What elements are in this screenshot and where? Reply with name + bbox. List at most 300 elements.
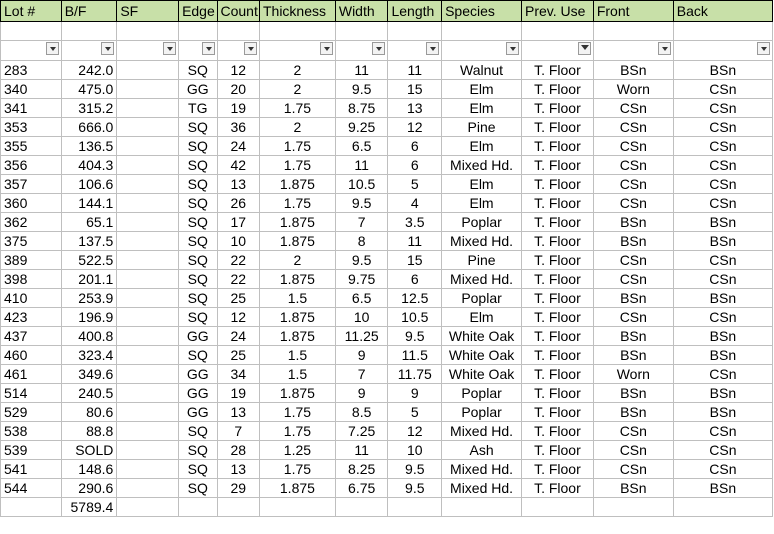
- cell-bf[interactable]: 137.5: [61, 232, 117, 251]
- filter-dropdown-icon[interactable]: [506, 42, 519, 55]
- column-header-sf[interactable]: SF: [117, 1, 179, 22]
- empty-cell[interactable]: [442, 22, 522, 41]
- cell-back[interactable]: CSn: [673, 80, 772, 99]
- empty-cell[interactable]: [335, 22, 388, 41]
- filter-dropdown-icon[interactable]: [757, 42, 770, 55]
- cell-edge[interactable]: SQ: [179, 289, 217, 308]
- cell-front[interactable]: CSn: [593, 308, 673, 327]
- cell-thickness[interactable]: 1.875: [259, 232, 335, 251]
- cell-back[interactable]: BSn: [673, 384, 772, 403]
- cell-species[interactable]: Poplar: [442, 403, 522, 422]
- cell-length[interactable]: 15: [388, 80, 442, 99]
- cell-prev-use[interactable]: T. Floor: [522, 270, 594, 289]
- cell-lot[interactable]: 541: [1, 460, 62, 479]
- cell-edge[interactable]: SQ: [179, 232, 217, 251]
- empty-cell[interactable]: [61, 22, 117, 41]
- cell-prev-use[interactable]: T. Floor: [522, 403, 594, 422]
- cell-sf[interactable]: [117, 213, 179, 232]
- cell-length[interactable]: 9.5: [388, 327, 442, 346]
- empty-cell[interactable]: [259, 22, 335, 41]
- cell-lot[interactable]: 355: [1, 137, 62, 156]
- cell-width[interactable]: 9.5: [335, 80, 388, 99]
- cell-sf[interactable]: [117, 403, 179, 422]
- cell-length[interactable]: 5: [388, 403, 442, 422]
- cell-thickness[interactable]: 2: [259, 251, 335, 270]
- cell-prev-use[interactable]: T. Floor: [522, 479, 594, 498]
- cell-count[interactable]: 13: [217, 403, 259, 422]
- cell-count[interactable]: 29: [217, 479, 259, 498]
- cell-count[interactable]: 20: [217, 80, 259, 99]
- cell-species[interactable]: Elm: [442, 175, 522, 194]
- cell-species[interactable]: White Oak: [442, 327, 522, 346]
- cell-length[interactable]: 15: [388, 251, 442, 270]
- empty-cell[interactable]: [259, 498, 335, 517]
- cell-width[interactable]: 9.5: [335, 194, 388, 213]
- cell-length[interactable]: 6: [388, 156, 442, 175]
- cell-edge[interactable]: GG: [179, 384, 217, 403]
- cell-length[interactable]: 12: [388, 422, 442, 441]
- cell-bf[interactable]: 88.8: [61, 422, 117, 441]
- column-header-front[interactable]: Front: [593, 1, 673, 22]
- cell-prev-use[interactable]: T. Floor: [522, 422, 594, 441]
- filter-dropdown-icon[interactable]: [244, 42, 257, 55]
- cell-front[interactable]: Worn: [593, 365, 673, 384]
- cell-prev-use[interactable]: T. Floor: [522, 460, 594, 479]
- cell-species[interactable]: Mixed Hd.: [442, 460, 522, 479]
- cell-length[interactable]: 11.5: [388, 346, 442, 365]
- cell-count[interactable]: 12: [217, 308, 259, 327]
- cell-sf[interactable]: [117, 80, 179, 99]
- cell-width[interactable]: 9.5: [335, 251, 388, 270]
- cell-count[interactable]: 42: [217, 156, 259, 175]
- cell-bf[interactable]: 349.6: [61, 365, 117, 384]
- cell-front[interactable]: CSn: [593, 251, 673, 270]
- cell-bf[interactable]: 522.5: [61, 251, 117, 270]
- cell-edge[interactable]: SQ: [179, 460, 217, 479]
- empty-cell[interactable]: [388, 498, 442, 517]
- cell-sf[interactable]: [117, 156, 179, 175]
- cell-sf[interactable]: [117, 346, 179, 365]
- cell-species[interactable]: Elm: [442, 308, 522, 327]
- cell-front[interactable]: CSn: [593, 460, 673, 479]
- empty-cell[interactable]: [673, 498, 772, 517]
- cell-prev-use[interactable]: T. Floor: [522, 156, 594, 175]
- cell-front[interactable]: CSn: [593, 99, 673, 118]
- column-header-count[interactable]: Count: [217, 1, 259, 22]
- cell-prev-use[interactable]: T. Floor: [522, 441, 594, 460]
- cell-lot[interactable]: 544: [1, 479, 62, 498]
- cell-prev-use[interactable]: T. Floor: [522, 118, 594, 137]
- cell-sf[interactable]: [117, 422, 179, 441]
- cell-width[interactable]: 7: [335, 365, 388, 384]
- cell-length[interactable]: 11.75: [388, 365, 442, 384]
- cell-bf[interactable]: 240.5: [61, 384, 117, 403]
- column-header-prev-use[interactable]: Prev. Use: [522, 1, 594, 22]
- cell-width[interactable]: 9.25: [335, 118, 388, 137]
- cell-front[interactable]: CSn: [593, 441, 673, 460]
- column-header-thickness[interactable]: Thickness: [259, 1, 335, 22]
- cell-width[interactable]: 10: [335, 308, 388, 327]
- filter-dropdown-icon[interactable]: [202, 42, 215, 55]
- cell-front[interactable]: BSn: [593, 327, 673, 346]
- cell-count[interactable]: 19: [217, 99, 259, 118]
- empty-cell[interactable]: [673, 22, 772, 41]
- cell-count[interactable]: 7: [217, 422, 259, 441]
- cell-length[interactable]: 6: [388, 270, 442, 289]
- cell-front[interactable]: BSn: [593, 403, 673, 422]
- cell-thickness[interactable]: 1.5: [259, 289, 335, 308]
- column-header-bf[interactable]: B/F: [61, 1, 117, 22]
- cell-prev-use[interactable]: T. Floor: [522, 308, 594, 327]
- cell-front[interactable]: BSn: [593, 346, 673, 365]
- cell-bf[interactable]: 315.2: [61, 99, 117, 118]
- cell-back[interactable]: BSn: [673, 327, 772, 346]
- cell-width[interactable]: 11: [335, 61, 388, 80]
- cell-prev-use[interactable]: T. Floor: [522, 327, 594, 346]
- cell-front[interactable]: CSn: [593, 270, 673, 289]
- empty-cell[interactable]: [442, 498, 522, 517]
- cell-thickness[interactable]: 1.75: [259, 156, 335, 175]
- cell-bf[interactable]: 148.6: [61, 460, 117, 479]
- cell-back[interactable]: CSn: [673, 270, 772, 289]
- cell-species[interactable]: Poplar: [442, 289, 522, 308]
- cell-back[interactable]: CSn: [673, 441, 772, 460]
- filter-dropdown-icon[interactable]: [372, 42, 385, 55]
- cell-back[interactable]: CSn: [673, 175, 772, 194]
- cell-back[interactable]: BSn: [673, 232, 772, 251]
- cell-count[interactable]: 26: [217, 194, 259, 213]
- empty-cell[interactable]: [117, 498, 179, 517]
- cell-width[interactable]: 8.5: [335, 403, 388, 422]
- cell-edge[interactable]: SQ: [179, 137, 217, 156]
- cell-count[interactable]: 25: [217, 289, 259, 308]
- cell-lot[interactable]: 389: [1, 251, 62, 270]
- cell-edge[interactable]: GG: [179, 365, 217, 384]
- cell-lot[interactable]: 357: [1, 175, 62, 194]
- cell-back[interactable]: BSn: [673, 289, 772, 308]
- cell-lot[interactable]: 423: [1, 308, 62, 327]
- cell-prev-use[interactable]: T. Floor: [522, 384, 594, 403]
- cell-sf[interactable]: [117, 232, 179, 251]
- cell-prev-use[interactable]: T. Floor: [522, 251, 594, 270]
- cell-sf[interactable]: [117, 118, 179, 137]
- cell-thickness[interactable]: 2: [259, 118, 335, 137]
- cell-front[interactable]: CSn: [593, 194, 673, 213]
- cell-sf[interactable]: [117, 99, 179, 118]
- cell-edge[interactable]: SQ: [179, 422, 217, 441]
- cell-width[interactable]: 8.75: [335, 99, 388, 118]
- cell-thickness[interactable]: 1.5: [259, 346, 335, 365]
- cell-lot[interactable]: 398: [1, 270, 62, 289]
- empty-cell[interactable]: [179, 22, 217, 41]
- cell-thickness[interactable]: 1.75: [259, 99, 335, 118]
- cell-width[interactable]: 6.75: [335, 479, 388, 498]
- cell-species[interactable]: Mixed Hd.: [442, 422, 522, 441]
- cell-front[interactable]: BSn: [593, 479, 673, 498]
- cell-edge[interactable]: SQ: [179, 308, 217, 327]
- cell-length[interactable]: 10: [388, 441, 442, 460]
- cell-species[interactable]: Elm: [442, 137, 522, 156]
- filter-dropdown-icon[interactable]: [658, 42, 671, 55]
- cell-bf[interactable]: 290.6: [61, 479, 117, 498]
- cell-lot[interactable]: 341: [1, 99, 62, 118]
- cell-back[interactable]: BSn: [673, 61, 772, 80]
- cell-back[interactable]: CSn: [673, 308, 772, 327]
- filter-dropdown-icon[interactable]: [101, 42, 114, 55]
- cell-thickness[interactable]: 1.875: [259, 175, 335, 194]
- empty-cell[interactable]: [1, 498, 62, 517]
- empty-cell[interactable]: [117, 22, 179, 41]
- cell-sf[interactable]: [117, 61, 179, 80]
- cell-bf[interactable]: 65.1: [61, 213, 117, 232]
- cell-count[interactable]: 24: [217, 137, 259, 156]
- cell-back[interactable]: CSn: [673, 460, 772, 479]
- cell-count[interactable]: 28: [217, 441, 259, 460]
- cell-sf[interactable]: [117, 251, 179, 270]
- cell-sf[interactable]: [117, 365, 179, 384]
- cell-thickness[interactable]: 1.875: [259, 270, 335, 289]
- cell-length[interactable]: 10.5: [388, 308, 442, 327]
- cell-back[interactable]: BSn: [673, 213, 772, 232]
- empty-cell[interactable]: [388, 22, 442, 41]
- cell-lot[interactable]: 460: [1, 346, 62, 365]
- cell-length[interactable]: 5: [388, 175, 442, 194]
- cell-thickness[interactable]: 2: [259, 61, 335, 80]
- cell-edge[interactable]: GG: [179, 80, 217, 99]
- cell-count[interactable]: 17: [217, 213, 259, 232]
- cell-thickness[interactable]: 1.875: [259, 213, 335, 232]
- cell-length[interactable]: 12.5: [388, 289, 442, 308]
- cell-count[interactable]: 34: [217, 365, 259, 384]
- cell-species[interactable]: Poplar: [442, 213, 522, 232]
- cell-length[interactable]: 6: [388, 137, 442, 156]
- cell-width[interactable]: 7: [335, 213, 388, 232]
- column-header-edge[interactable]: Edge: [179, 1, 217, 22]
- cell-width[interactable]: 11: [335, 156, 388, 175]
- cell-count[interactable]: 36: [217, 118, 259, 137]
- empty-cell[interactable]: [593, 22, 673, 41]
- cell-prev-use[interactable]: T. Floor: [522, 289, 594, 308]
- cell-count[interactable]: 25: [217, 346, 259, 365]
- cell-sf[interactable]: [117, 270, 179, 289]
- cell-species[interactable]: Mixed Hd.: [442, 156, 522, 175]
- filter-dropdown-icon[interactable]: [163, 42, 176, 55]
- empty-cell[interactable]: [217, 22, 259, 41]
- cell-bf[interactable]: 400.8: [61, 327, 117, 346]
- empty-cell[interactable]: [1, 22, 62, 41]
- cell-bf[interactable]: 136.5: [61, 137, 117, 156]
- cell-thickness[interactable]: 2: [259, 80, 335, 99]
- cell-front[interactable]: BSn: [593, 289, 673, 308]
- cell-species[interactable]: Mixed Hd.: [442, 232, 522, 251]
- cell-lot[interactable]: 538: [1, 422, 62, 441]
- cell-edge[interactable]: GG: [179, 327, 217, 346]
- cell-thickness[interactable]: 1.75: [259, 403, 335, 422]
- cell-species[interactable]: White Oak: [442, 365, 522, 384]
- cell-width[interactable]: 7.25: [335, 422, 388, 441]
- cell-thickness[interactable]: 1.75: [259, 422, 335, 441]
- cell-length[interactable]: 11: [388, 61, 442, 80]
- cell-front[interactable]: BSn: [593, 213, 673, 232]
- cell-thickness[interactable]: 1.5: [259, 365, 335, 384]
- empty-cell[interactable]: [522, 22, 594, 41]
- cell-back[interactable]: CSn: [673, 99, 772, 118]
- cell-length[interactable]: 9: [388, 384, 442, 403]
- cell-width[interactable]: 8.25: [335, 460, 388, 479]
- column-header-lot[interactable]: Lot #: [1, 1, 62, 22]
- cell-edge[interactable]: SQ: [179, 61, 217, 80]
- cell-edge[interactable]: SQ: [179, 156, 217, 175]
- empty-cell[interactable]: [522, 498, 594, 517]
- cell-width[interactable]: 9: [335, 346, 388, 365]
- cell-prev-use[interactable]: T. Floor: [522, 365, 594, 384]
- cell-count[interactable]: 19: [217, 384, 259, 403]
- cell-bf[interactable]: 144.1: [61, 194, 117, 213]
- column-header-species[interactable]: Species: [442, 1, 522, 22]
- cell-sf[interactable]: [117, 137, 179, 156]
- cell-back[interactable]: BSn: [673, 479, 772, 498]
- cell-front[interactable]: Worn: [593, 80, 673, 99]
- cell-count[interactable]: 12: [217, 61, 259, 80]
- cell-lot[interactable]: 356: [1, 156, 62, 175]
- cell-front[interactable]: CSn: [593, 156, 673, 175]
- cell-prev-use[interactable]: T. Floor: [522, 194, 594, 213]
- cell-length[interactable]: 13: [388, 99, 442, 118]
- cell-count[interactable]: 24: [217, 327, 259, 346]
- cell-length[interactable]: 9.5: [388, 479, 442, 498]
- cell-back[interactable]: BSn: [673, 403, 772, 422]
- filter-dropdown-icon[interactable]: [46, 42, 59, 55]
- cell-edge[interactable]: SQ: [179, 270, 217, 289]
- active-filter-icon[interactable]: [578, 42, 591, 55]
- cell-edge[interactable]: SQ: [179, 118, 217, 137]
- cell-width[interactable]: 6.5: [335, 289, 388, 308]
- cell-sf[interactable]: [117, 327, 179, 346]
- cell-back[interactable]: CSn: [673, 194, 772, 213]
- cell-sf[interactable]: [117, 289, 179, 308]
- cell-count[interactable]: 10: [217, 232, 259, 251]
- cell-bf[interactable]: 106.6: [61, 175, 117, 194]
- cell-back[interactable]: CSn: [673, 137, 772, 156]
- cell-lot[interactable]: 353: [1, 118, 62, 137]
- cell-width[interactable]: 6.5: [335, 137, 388, 156]
- cell-lot[interactable]: 437: [1, 327, 62, 346]
- empty-cell[interactable]: [217, 498, 259, 517]
- cell-edge[interactable]: SQ: [179, 479, 217, 498]
- cell-count[interactable]: 22: [217, 251, 259, 270]
- cell-lot[interactable]: 529: [1, 403, 62, 422]
- column-header-length[interactable]: Length: [388, 1, 442, 22]
- cell-species[interactable]: Elm: [442, 80, 522, 99]
- cell-thickness[interactable]: 1.25: [259, 441, 335, 460]
- cell-species[interactable]: Pine: [442, 251, 522, 270]
- cell-front[interactable]: BSn: [593, 61, 673, 80]
- cell-front[interactable]: CSn: [593, 137, 673, 156]
- cell-prev-use[interactable]: T. Floor: [522, 61, 594, 80]
- cell-count[interactable]: 22: [217, 270, 259, 289]
- cell-sf[interactable]: [117, 441, 179, 460]
- empty-cell[interactable]: [335, 498, 388, 517]
- cell-length[interactable]: 9.5: [388, 460, 442, 479]
- cell-bf[interactable]: 80.6: [61, 403, 117, 422]
- filter-dropdown-icon[interactable]: [426, 42, 439, 55]
- cell-width[interactable]: 11.25: [335, 327, 388, 346]
- cell-species[interactable]: White Oak: [442, 346, 522, 365]
- cell-sf[interactable]: [117, 308, 179, 327]
- cell-prev-use[interactable]: T. Floor: [522, 137, 594, 156]
- cell-species[interactable]: Walnut: [442, 61, 522, 80]
- cell-sf[interactable]: [117, 194, 179, 213]
- cell-lot[interactable]: 362: [1, 213, 62, 232]
- cell-thickness[interactable]: 1.875: [259, 479, 335, 498]
- cell-bf[interactable]: 201.1: [61, 270, 117, 289]
- cell-width[interactable]: 8: [335, 232, 388, 251]
- cell-width[interactable]: 11: [335, 441, 388, 460]
- cell-length[interactable]: 3.5: [388, 213, 442, 232]
- cell-bf[interactable]: SOLD: [61, 441, 117, 460]
- cell-back[interactable]: BSn: [673, 346, 772, 365]
- column-header-back[interactable]: Back: [673, 1, 772, 22]
- cell-edge[interactable]: GG: [179, 403, 217, 422]
- cell-edge[interactable]: SQ: [179, 346, 217, 365]
- cell-back[interactable]: CSn: [673, 156, 772, 175]
- cell-sf[interactable]: [117, 460, 179, 479]
- cell-species[interactable]: Elm: [442, 194, 522, 213]
- cell-bf[interactable]: 242.0: [61, 61, 117, 80]
- cell-lot[interactable]: 283: [1, 61, 62, 80]
- cell-species[interactable]: Mixed Hd.: [442, 270, 522, 289]
- cell-front[interactable]: CSn: [593, 118, 673, 137]
- cell-count[interactable]: 13: [217, 460, 259, 479]
- cell-edge[interactable]: SQ: [179, 251, 217, 270]
- cell-back[interactable]: CSn: [673, 365, 772, 384]
- cell-back[interactable]: CSn: [673, 251, 772, 270]
- cell-width[interactable]: 9.75: [335, 270, 388, 289]
- cell-bf[interactable]: 666.0: [61, 118, 117, 137]
- cell-front[interactable]: BSn: [593, 384, 673, 403]
- cell-edge[interactable]: SQ: [179, 175, 217, 194]
- cell-back[interactable]: CSn: [673, 118, 772, 137]
- cell-length[interactable]: 4: [388, 194, 442, 213]
- cell-bf[interactable]: 475.0: [61, 80, 117, 99]
- cell-species[interactable]: Poplar: [442, 384, 522, 403]
- empty-cell[interactable]: [593, 498, 673, 517]
- cell-lot[interactable]: 375: [1, 232, 62, 251]
- cell-sf[interactable]: [117, 384, 179, 403]
- cell-sf[interactable]: [117, 479, 179, 498]
- cell-thickness[interactable]: 1.75: [259, 194, 335, 213]
- cell-lot[interactable]: 539: [1, 441, 62, 460]
- cell-lot[interactable]: 360: [1, 194, 62, 213]
- column-header-width[interactable]: Width: [335, 1, 388, 22]
- cell-lot[interactable]: 410: [1, 289, 62, 308]
- filter-dropdown-icon[interactable]: [320, 42, 333, 55]
- cell-width[interactable]: 9: [335, 384, 388, 403]
- cell-edge[interactable]: TG: [179, 99, 217, 118]
- cell-species[interactable]: Mixed Hd.: [442, 479, 522, 498]
- cell-lot[interactable]: 340: [1, 80, 62, 99]
- cell-sf[interactable]: [117, 175, 179, 194]
- cell-bf[interactable]: 253.9: [61, 289, 117, 308]
- cell-length[interactable]: 12: [388, 118, 442, 137]
- cell-width[interactable]: 10.5: [335, 175, 388, 194]
- cell-thickness[interactable]: 1.875: [259, 308, 335, 327]
- cell-prev-use[interactable]: T. Floor: [522, 80, 594, 99]
- cell-species[interactable]: Elm: [442, 99, 522, 118]
- cell-lot[interactable]: 461: [1, 365, 62, 384]
- cell-back[interactable]: CSn: [673, 422, 772, 441]
- cell-thickness[interactable]: 1.75: [259, 460, 335, 479]
